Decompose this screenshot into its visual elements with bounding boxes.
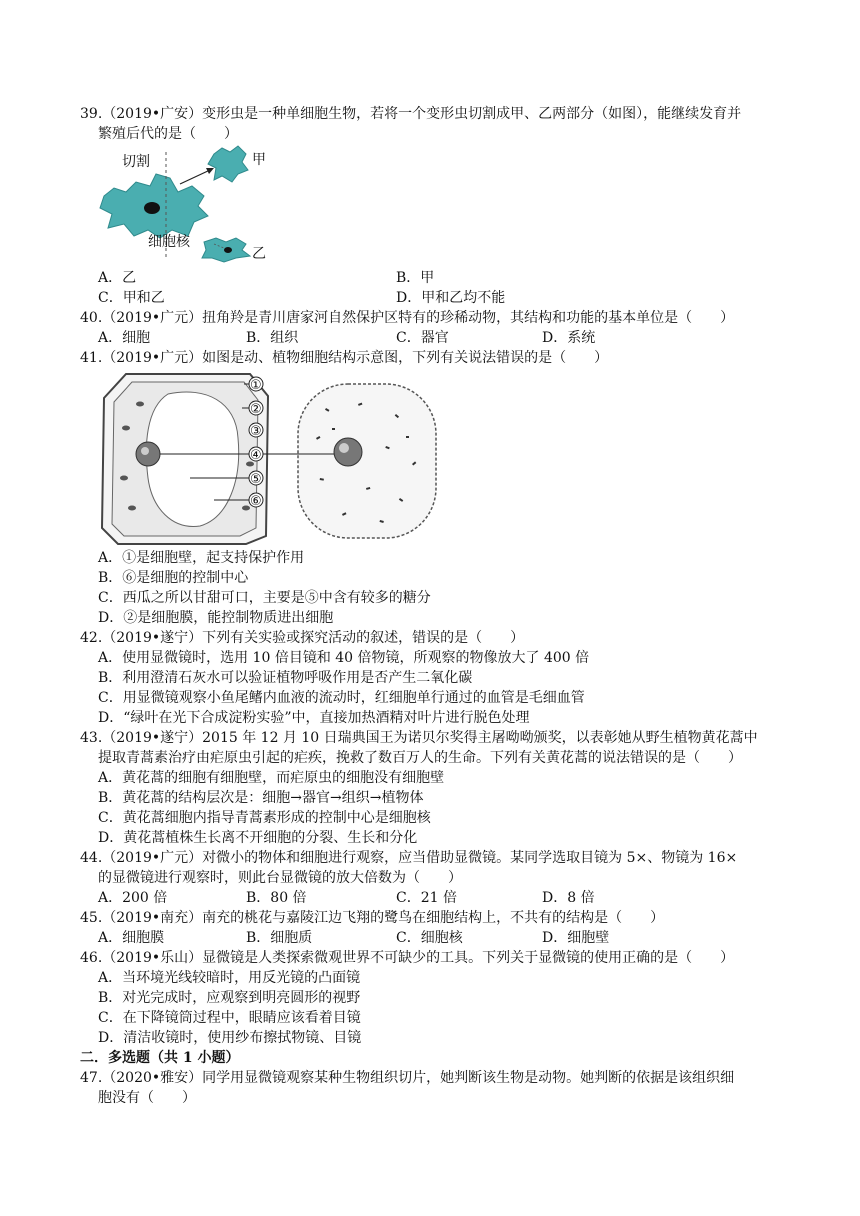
q41-option-a: A．①是细胞壁，起支持保护作用 <box>98 550 305 566</box>
q39-option-a: A．乙 <box>98 270 137 286</box>
chloroplast <box>128 506 136 511</box>
q45-option-a: A．细胞膜 <box>98 930 165 946</box>
q44-option-b: B．80 倍 <box>246 890 307 906</box>
q44-stem-line2: 的显微镜进行观察时，则此台显微镜的放大倍数为（ ） <box>98 870 462 886</box>
label-nucleus: 细胞核 <box>148 234 190 250</box>
q39-option-c: C．甲和乙 <box>98 290 165 306</box>
section-heading: 二．多选题（共 1 小题） <box>80 1050 240 1066</box>
q45-stem: 45.（2019•南充）南充的桃花与嘉陵江边飞翔的鹭鸟在细胞结构上，不共有的结构是（ ） <box>80 910 665 926</box>
chloroplast <box>120 476 128 481</box>
label-yi: 乙 <box>252 246 266 262</box>
q46-option-d: D．清洁收镜时，使用纱布擦拭物镜、目镜 <box>98 1030 362 1046</box>
q44-option-a: A．200 倍 <box>98 890 168 906</box>
cell-label-2: ② <box>250 402 262 417</box>
label-cut: 切割 <box>122 154 150 170</box>
q47-stem-line2: 胞没有（ ） <box>98 1090 196 1106</box>
cell-label-6: ⑥ <box>250 494 262 509</box>
q47-stem-line1: 47.（2020•雅安）同学用显微镜观察某种生物组织切片，她判断该生物是动物。她判断的依据是该组织细 <box>80 1070 735 1086</box>
q41-option-b: B．⑥是细胞的控制中心 <box>98 570 249 586</box>
amoeba-nucleus <box>144 202 160 214</box>
q39-option-b: B．甲 <box>396 270 435 286</box>
q39-stem-line2: 繁殖后代的是（ ） <box>98 126 238 142</box>
q42-option-c: C．用显微镜观察小鱼尾鳍内血液的流动时，红细胞单行通过的血管是毛细血管 <box>98 690 585 706</box>
q41-option-c: C．西瓜之所以甘甜可口，主要是⑤中含有较多的糖分 <box>98 590 431 606</box>
q43-option-c: C．黄花蒿细胞内指导青蒿素形成的控制中心是细胞核 <box>98 810 431 826</box>
q46-option-c: C．在下降镜筒过程中，眼睛应该看着目镜 <box>98 1010 361 1026</box>
q44-stem-line1: 44.（2019•广元）对微小的物体和细胞进行观察，应当借助显微镜。某同学选取目镜为 5×、物镜为 16× <box>80 850 738 866</box>
q45-option-d: D．细胞壁 <box>542 930 610 946</box>
q45-option-c: C．细胞核 <box>396 930 463 946</box>
q43-stem-line2: 提取青蒿素治疗由疟原虫引起的疟疾，挽救了数百万人的生命。下列有关黄花蒿的说法错误的是（ ） <box>98 750 742 766</box>
q40-stem: 40.（2019•广元）扭角羚是青川唐家河自然保护区特有的珍稀动物，其结构和功能的基本单位是（ ） <box>80 310 735 326</box>
fragment-jia <box>208 146 248 182</box>
cell-label-1: ① <box>250 378 262 393</box>
animal-cell-nucleus <box>334 438 362 466</box>
cell-label-4: ④ <box>250 448 262 463</box>
nucleus-highlight <box>339 443 349 453</box>
q44-option-c: C．21 倍 <box>396 890 457 906</box>
q42-option-a: A．使用显微镜时，选用 10 倍目镜和 40 倍物镜，所观察的物像放大了 400 倍 <box>98 650 590 666</box>
q41-stem: 41.（2019•广元）如图是动、植物细胞结构示意图，下列有关说法错误的是（ ） <box>80 350 609 366</box>
q40-option-a: A．细胞 <box>98 330 151 346</box>
q42-option-b: B．利用澄清石灰水可以验证植物呼吸作用是否产生二氧化碳 <box>98 670 473 686</box>
q43-option-b: B．黄花蒿的结构层次是：细胞→器官→组织→植物体 <box>98 790 424 806</box>
cell-label-5: ⑤ <box>250 472 262 487</box>
plant-cell-vacuole <box>146 392 238 526</box>
q46-stem: 46.（2019•乐山）显微镜是人类探索微观世界不可缺少的工具。下列关于显微镜的使用正确的是（ ） <box>80 950 735 966</box>
arrow-line <box>180 170 210 184</box>
q41-option-d: D．②是细胞膜，能控制物质进出细胞 <box>98 610 334 626</box>
q39-stem-line1: 39.（2019•广安）变形虫是一种单细胞生物，若将一个变形虫切割成甲、乙两部分（如图），能继续发育并 <box>80 106 742 122</box>
q43-stem-line1: 43.（2019•遂宁）2015 年 12 月 10 日瑞典国王为诺贝尔奖得主屠呦呦颁奖，以表彰她从野生植物黄花蒿中 <box>80 730 758 746</box>
chloroplast <box>122 426 130 431</box>
q46-option-b: B．对光完成时，应观察到明亮圆形的视野 <box>98 990 361 1006</box>
q44-option-d: D．8 倍 <box>542 890 595 906</box>
cell-label-3: ③ <box>250 424 262 439</box>
q43-option-d: D．黄花蒿植株生长离不开细胞的分裂、生长和分化 <box>98 830 418 846</box>
q40-option-b: B．组织 <box>246 330 299 346</box>
amoeba-cut-figure <box>96 144 276 266</box>
plant-animal-cell-figure <box>96 368 442 546</box>
q43-option-a: A．黄花蒿的细胞有细胞壁，而疟原虫的细胞没有细胞壁 <box>98 770 445 786</box>
chloroplast <box>136 402 144 407</box>
animal-cell <box>298 384 436 538</box>
plant-cell-nucleus <box>136 442 160 466</box>
q39-option-d: D．甲和乙均不能 <box>396 290 506 306</box>
q42-stem: 42.（2019•遂宁）下列有关实验或探究活动的叙述，错误的是（ ） <box>80 630 525 646</box>
q40-option-d: D．系统 <box>542 330 596 346</box>
q46-option-a: A．当环境光线较暗时，用反光镜的凸面镜 <box>98 970 361 986</box>
nucleus-highlight <box>141 447 149 455</box>
chloroplast <box>242 506 250 511</box>
label-jia: 甲 <box>252 152 266 168</box>
q40-option-c: C．器官 <box>396 330 449 346</box>
q45-option-b: B．细胞质 <box>246 930 313 946</box>
q42-option-d: D．“绿叶在光下合成淀粉实验”中，直接加热酒精对叶片进行脱色处理 <box>98 710 530 726</box>
fragment-yi-nucleus <box>224 247 232 253</box>
